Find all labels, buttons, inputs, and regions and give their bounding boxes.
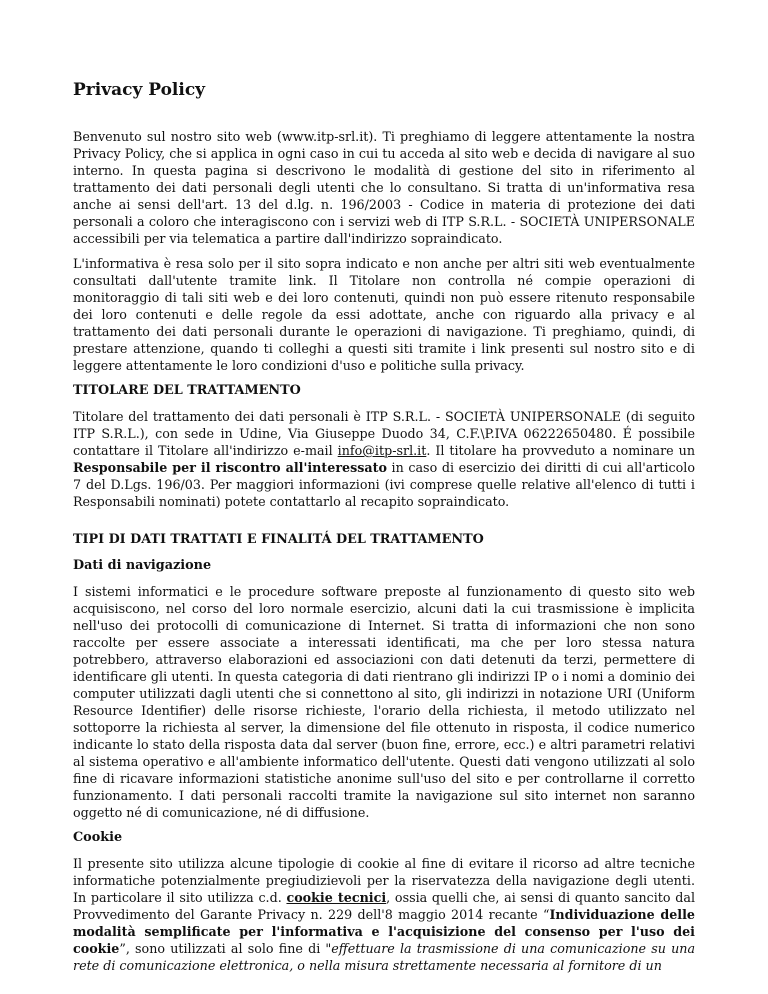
cookie-italic: effettuare la trasmissione di una comunicazione su una rete di comunicazione elettronica, o nella misura strettamente necessaria al fornitore di un bbox=[73, 941, 696, 973]
cookie-text-1: Il presente sito utilizza alcune tipologie di cookie al fine di evitare il ricorso ad altre tecniche informatiche potenzialmente pregiudizievoli per la riservatezza della navigazione degli utenti. In particolare il sito utilizza c.d. bbox=[73, 856, 695, 905]
titolare-bold: Responsabile per il riscontro all'interessato bbox=[73, 460, 387, 475]
tipi-heading: TIPI DI DATI TRATTATI E FINALITÁ DEL TRATTAMENTO bbox=[73, 532, 484, 547]
titolare-heading: TITOLARE DEL TRATTAMENTO bbox=[73, 383, 301, 398]
page-title: Privacy Policy bbox=[73, 80, 206, 100]
cookie-paragraph bbox=[73, 855, 695, 974]
cookie-heading: Cookie bbox=[73, 830, 123, 845]
titolare-text-1: Titolare del trattamento dei dati personali è ITP S.R.L. - SOCIETÀ UNIPERSONALE (di seguito ITP S.R.L.), con sede in Udine, Via Giuseppe Duodo 34, C.F.\P.IVA 06222650480. É possibile contattare il Titolare all'indirizzo e-mail bbox=[73, 409, 695, 458]
cookie-text-2: , ossia quelli che, ai sensi di quanto sancito dal Provvedimento del Garante Privacy n. 229 dell'8 maggio 2014 recante “ bbox=[73, 890, 696, 922]
intro-paragraph-2: L'informativa è resa solo per il sito sopra indicato e non anche per altri siti web eventualmente consultati dall'utente tramite link. Il Titolare non controlla né compie operazioni di monitoraggio di tali siti web e dei loro contenuti, quindi non può essere ritenuto responsabile dei loro contenuti e delle regole da essi adottate, anche con riguardo alla privacy e al trattamento dei dati personali durante le operazioni di navigazione. Ti preghiamo, quindi, di prestare attenzione, quando ti colleghi a questi siti tramite i link presenti sul nostro sito e di leggere attentamente le loro condizioni d'uso e politiche sulla privacy. bbox=[73, 256, 695, 373]
cookie-text-3: ”, sono utilizzati al solo fine di " bbox=[119, 941, 332, 956]
email-link[interactable]: info@itp-srl.it bbox=[337, 443, 427, 458]
titolare-text-2: . Il titolare ha provveduto a nominare un bbox=[426, 443, 696, 458]
titolare-text-3: in caso di esercizio dei diritti di cui all'articolo 7 del D.Lgs. 196/03. Per maggiori informazioni (ivi comprese quelle relative all'elenco di tutti i Responsabili nominati) potete contattarlo al recapito sopraindicato. bbox=[73, 460, 695, 509]
cookie-bold: Individuazione delle modalità semplificate per l'informativa e l'acquisizione del consenso per l'uso dei cookie bbox=[73, 907, 696, 956]
titolare-paragraph bbox=[73, 408, 695, 510]
navigazione-paragraph: I sistemi informatici e le procedure software preposte al funzionamento di questo sito web acquisiscono, nel corso del loro normale esercizio, alcuni dati la cui trasmissione è implicita nell'uso dei protocolli di comunicazione di Internet. Si tratta di informazioni che non sono raccolte per essere associate a interessati identificati, ma che per loro stessa natura potrebbero, attraverso elaborazioni ed associazioni con dati detenuti da terzi, permettere di identificare gli utenti. In questa categoria di dati rientrano gli indirizzi IP o i nomi a dominio dei computer utilizzati dagli utenti che si connettono al sito, gli indirizzi in notazione URI (Uniform Resource Identifier) delle risorse richieste, l'orario della richiesta, il metodo utilizzato nel sottoporre la richiesta al server, la dimensione del file ottenuto in risposta, il codice numerico indicante lo stato della risposta data dal server (buon fine, errore, ecc.) e altri parametri relativi al sistema operativo e all'ambiente informatico dell'utente. Questi dati vengono utilizzati al solo fine di ricavare informazioni statistiche anonime sull'uso del sito e per controllarne il corretto funzionamento. I dati personali raccolti tramite la navigazione sul sito internet non saranno oggetto né di comunicazione, né di diffusione. bbox=[73, 584, 695, 820]
cookie-tecnici-underlined: cookie tecnici bbox=[286, 890, 387, 905]
intro-paragraph-1: Benvenuto sul nostro sito web (www.itp-srl.it). Ti preghiamo di leggere attentamente la nostra Privacy Policy, che si applica in ogni caso in cui tu acceda al sito web e decida di navigare al suo interno. In questa pagina si descrivono le modalità di gestione del sito in riferimento al trattamento dei dati personali degli utenti che lo consultano. Si tratta di un'informativa resa anche ai sensi dell'art. 13 del d.lg. n. 196/2003 - Codice in materia di protezione dei dati personali a coloro che interagiscono con i servizi web di ITP S.R.L. - SOCIETÀ UNIPERSONALE accessibili per via telematica a partire dall'indirizzo sopraindicato. bbox=[73, 129, 695, 246]
navigazione-heading: Dati di navigazione bbox=[73, 558, 212, 573]
